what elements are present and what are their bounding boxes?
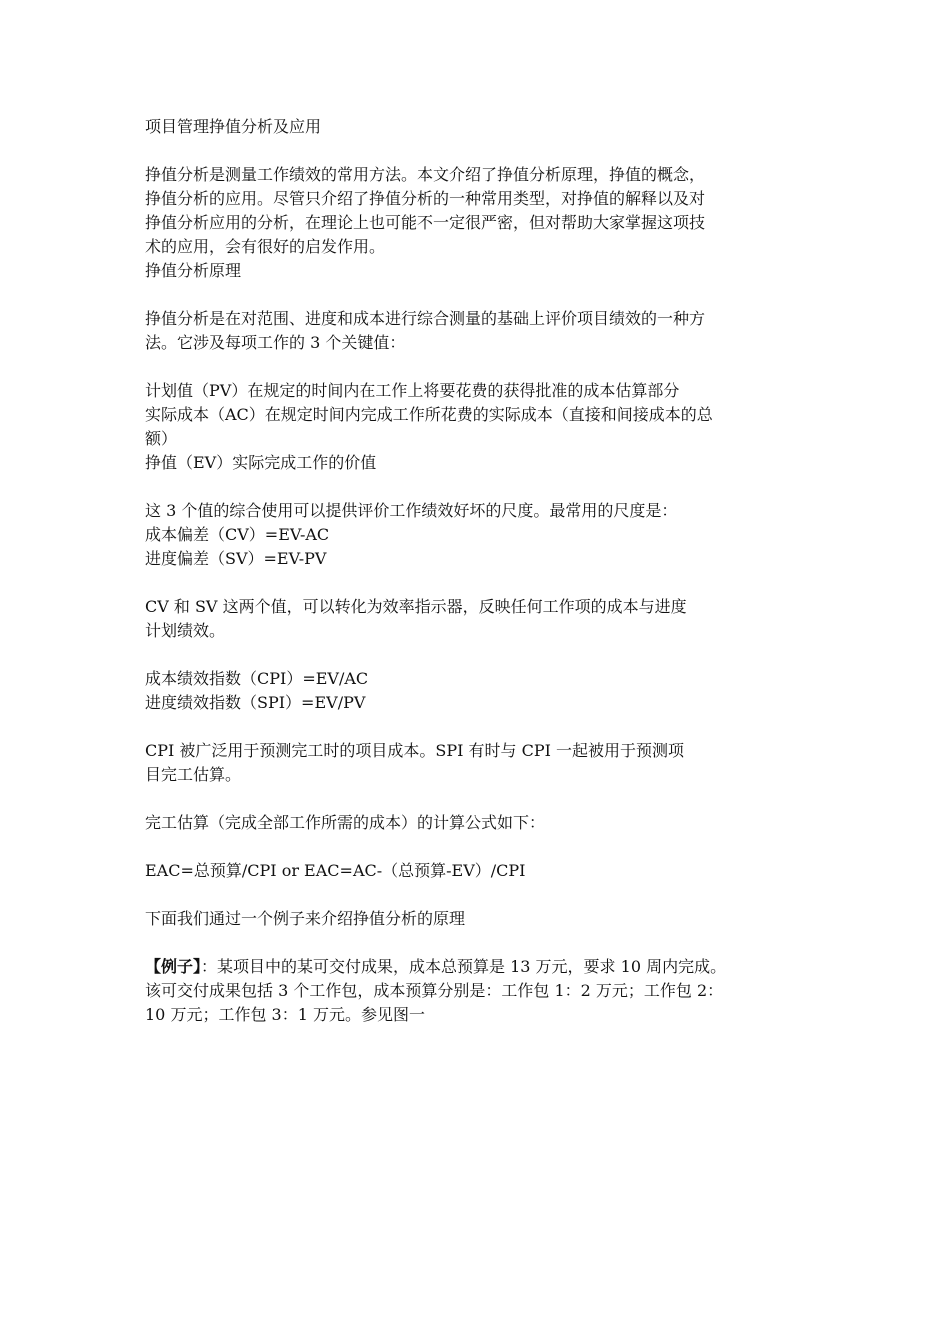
intro-line-2: 挣值分析的应用。尽管只介绍了挣值分析的一种常用类型，对挣值的解释以及对: [145, 189, 706, 208]
spacer: [145, 835, 815, 859]
example-text-1: ：某项目中的某可交付成果，成本总预算是 13 万元，要求 10 周内完成。: [201, 957, 727, 976]
document-body: [145, 115, 815, 1027]
efficiency-line-2: 计划绩效。: [145, 621, 226, 640]
section-heading: 挣值分析原理: [145, 261, 242, 280]
spacer: [145, 643, 815, 667]
index-cpi: 成本绩效指数（CPI）=EV/AC: [145, 669, 369, 688]
key-value-ev: 挣值（EV）实际完成工作的价值: [145, 453, 377, 472]
spacer: [145, 355, 815, 379]
spacer: [145, 283, 815, 307]
example-intro: 下面我们通过一个例子来介绍挣值分析的原理: [145, 909, 466, 928]
principle-line-1: 挣值分析是在对范围、进度和成本进行综合测量的基础上评价项目绩效的一种方: [145, 309, 706, 328]
efficiency-line-1: CV 和 SV 这两个值，可以转化为效率指示器，反映任何工作项的成本与进度: [145, 597, 687, 616]
document-title: 项目管理挣值分析及应用: [145, 117, 322, 136]
cpi-line-1: CPI 被广泛用于预测完工时的项目成本。SPI 有时与 CPI 一起被用于预测项: [145, 741, 685, 760]
spacer: [145, 787, 815, 811]
example-label: 【例子】: [145, 957, 202, 976]
spacer: [145, 883, 815, 907]
example-line-2: 该可交付成果包括 3 个工作包，成本预算分别是：工作包 1：2 万元；工作包 2：: [145, 981, 724, 1000]
variance-cv: 成本偏差（CV）=EV-AC: [145, 525, 330, 544]
measures-intro: 这 3 个值的综合使用可以提供评价工作绩效好坏的尺度。最常用的尺度是：: [145, 501, 678, 520]
spacer: [145, 139, 815, 163]
index-spi: 进度绩效指数（SPI）=EV/PV: [145, 693, 366, 712]
spacer: [145, 475, 815, 499]
key-value-ac-cont: 额）: [145, 429, 178, 448]
spacer: [145, 931, 815, 955]
spacer: [145, 571, 815, 595]
intro-line-3: 挣值分析应用的分析，在理论上也可能不一定很严密，但对帮助大家掌握这项技: [145, 213, 706, 232]
cpi-line-2: 目完工估算。: [145, 765, 242, 784]
key-value-ac: 实际成本（AC）在规定时间内完成工作所花费的实际成本（直接和间接成本的总: [145, 405, 713, 424]
example-line-1: [145, 955, 815, 979]
intro-line-4: 术的应用，会有很好的启发作用。: [145, 237, 386, 256]
spacer: [145, 715, 815, 739]
eac-intro: 完工估算（完成全部工作所需的成本）的计算公式如下：: [145, 813, 546, 832]
principle-line-2: 法。它涉及每项工作的 3 个关键值：: [145, 333, 406, 352]
example-line-3: 10 万元；工作包 3：1 万元。参见图一: [145, 1005, 425, 1024]
key-value-pv: 计划值（PV）在规定的时间内在工作上将要花费的获得批准的成本估算部分: [145, 381, 680, 400]
intro-line-1: 挣值分析是测量工作绩效的常用方法。本文介绍了挣值分析原理，挣值的概念，: [145, 165, 706, 184]
variance-sv: 进度偏差（SV）=EV-PV: [145, 549, 327, 568]
eac-formula: EAC=总预算/CPI or EAC=AC-（总预算-EV）/CPI: [145, 861, 526, 880]
